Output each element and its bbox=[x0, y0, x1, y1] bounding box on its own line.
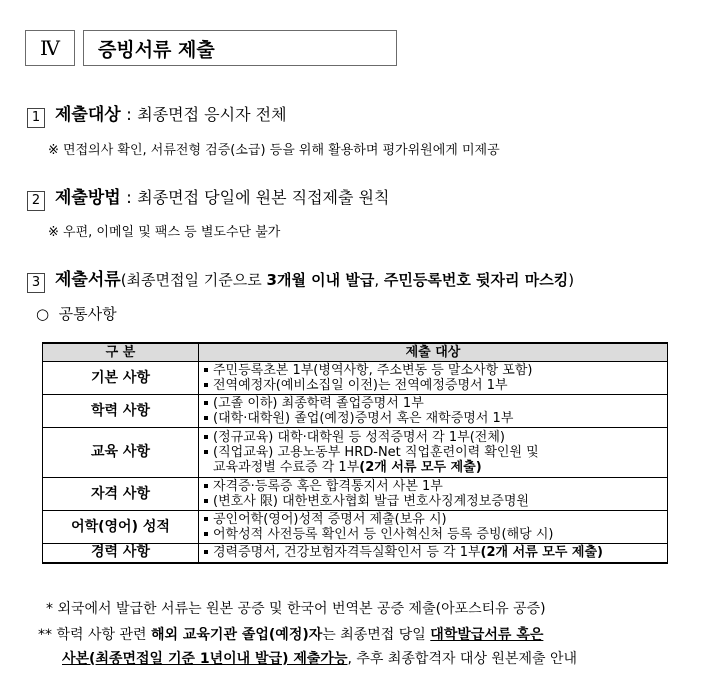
list-item bbox=[204, 411, 663, 426]
section-paren-close: ) bbox=[568, 271, 575, 289]
section-number-box bbox=[25, 30, 75, 66]
table-row bbox=[43, 428, 668, 478]
section-note: ※ 면접의사 확인, 서류전형 검증(소급) 등을 위해 활용하며 평가위원에게 미제공 bbox=[48, 143, 500, 158]
list-item-continuation bbox=[204, 460, 663, 475]
footnote-text: 는 최종면접 당일 bbox=[322, 627, 431, 643]
section-text: 최종면접 당일에 원본 직접제출 원칙 bbox=[137, 188, 390, 207]
row-items bbox=[199, 511, 668, 544]
bullet-square-icon bbox=[204, 416, 208, 420]
list-item bbox=[204, 494, 663, 509]
bullet-square-icon bbox=[204, 499, 208, 503]
footnote-text: , 추후 최종합격자 대상 원본제출 안내 bbox=[347, 651, 578, 667]
documents-table bbox=[42, 342, 668, 564]
table-row bbox=[43, 478, 668, 511]
table-row bbox=[43, 544, 668, 563]
item-bold-note: (2개 서류 모두 제출) bbox=[480, 545, 603, 561]
row-items bbox=[199, 395, 668, 428]
item-text: 교육과정별 수료증 각 1부 bbox=[213, 460, 360, 475]
item-text: (대학·대학원) 졸업(예정)증명서 혹은 재학증명서 1부 bbox=[213, 411, 514, 426]
footnote-1 bbox=[46, 598, 546, 618]
footnote-text: 외국에서 발급한 서류는 원본 공증 및 한국어 번역본 공증 제출(아포스티유 공증) bbox=[57, 601, 546, 617]
list-item bbox=[204, 378, 663, 393]
bullet-square-icon bbox=[204, 532, 208, 536]
item-text: 자격증·등록증 혹은 합격통지서 사본 1부 bbox=[213, 479, 443, 494]
table-row bbox=[43, 362, 668, 395]
row-category: 학력 사항 bbox=[43, 395, 199, 428]
section-number-3: 3 bbox=[27, 273, 45, 293]
footnote-bold-text: 해외 교육기관 졸업(예정)자 bbox=[150, 627, 323, 643]
section-submission-method bbox=[27, 183, 389, 210]
column-header-documents: 제출 대상 bbox=[199, 343, 668, 362]
section-number-1: 1 bbox=[27, 108, 45, 128]
list-item bbox=[204, 512, 663, 527]
bullet-square-icon bbox=[204, 450, 208, 454]
section-paren-open: (최종면접일 기준으로 bbox=[120, 271, 267, 289]
row-category: 기본 사항 bbox=[43, 362, 199, 395]
bullet-square-icon bbox=[204, 550, 208, 554]
footnote-2-line-2 bbox=[62, 648, 577, 668]
bullet-square-icon bbox=[204, 435, 208, 439]
page-title: 증빙서류 제출 bbox=[98, 38, 215, 61]
item-text: (정규교육) 대학·대학원 등 성적증명서 각 1부(전체) bbox=[213, 430, 505, 445]
section-comma: , bbox=[374, 271, 384, 289]
row-category: 교육 사항 bbox=[43, 428, 199, 478]
bullet-square-icon bbox=[204, 517, 208, 521]
item-text: 전역예정자(예비소집일 이전)는 전역예정증명서 1부 bbox=[213, 378, 508, 393]
footnote-2 bbox=[38, 624, 543, 644]
section-text: 최종면접 응시자 전체 bbox=[137, 105, 287, 124]
table-row bbox=[43, 395, 668, 428]
bullet-square-icon bbox=[204, 383, 208, 387]
list-item bbox=[204, 527, 663, 542]
bullet-square-icon bbox=[204, 401, 208, 405]
section-separator: : bbox=[120, 105, 138, 125]
section-label: 제출방법 bbox=[55, 188, 121, 208]
list-item bbox=[204, 396, 663, 411]
section-label: 제출대상 bbox=[55, 105, 121, 125]
section-number-2: 2 bbox=[27, 191, 45, 211]
row-category: 경력 사항 bbox=[43, 544, 199, 563]
row-category: 어학(영어) 성적 bbox=[43, 511, 199, 544]
row-category: 자격 사항 bbox=[43, 478, 199, 511]
bullet-square-icon bbox=[204, 368, 208, 372]
item-text: 주민등록초본 1부(병역사항, 주소변동 등 말소사항 포함) bbox=[213, 363, 533, 378]
section-submission-documents bbox=[27, 265, 574, 292]
footnote-marker: ** bbox=[38, 627, 57, 643]
section-note: ※ 우편, 이메일 및 팩스 등 별도수단 불가 bbox=[48, 225, 281, 240]
bullet-square-icon bbox=[204, 484, 208, 488]
row-items bbox=[199, 362, 668, 395]
page-title-box bbox=[83, 30, 397, 66]
item-text: 공인어학(영어)성적 증명서 제출(보유 시) bbox=[213, 512, 447, 527]
list-item bbox=[204, 363, 663, 378]
footnote-emphasis-text: 대학발급서류 혹은 bbox=[430, 627, 544, 643]
table-row bbox=[43, 511, 668, 544]
section-bold-issuance: 3개월 이내 발급 bbox=[266, 271, 375, 289]
row-items bbox=[199, 478, 668, 511]
footnote-emphasis-text: 사본(최종면접일 기준 1년이내 발급) 제출가능 bbox=[62, 651, 348, 667]
column-header-category: 구 분 bbox=[43, 343, 199, 362]
section-bold-masking: 주민등록번호 뒷자리 마스킹 bbox=[383, 271, 569, 289]
section-label: 제출서류 bbox=[55, 270, 121, 290]
list-item bbox=[204, 430, 663, 445]
footnote-text: 학력 사항 관련 bbox=[56, 627, 151, 643]
item-text: (변호사 限) 대한변호사협회 발급 변호사징계정보증명원 bbox=[213, 494, 529, 509]
item-text: (직업교육) 고용노동부 HRD-Net 직업훈련이력 확인원 및 bbox=[213, 445, 539, 460]
item-text: (고졸 이하) 최종학력 졸업증명서 1부 bbox=[213, 396, 424, 411]
common-items-heading: ○ 공통사항 bbox=[36, 305, 117, 323]
item-text: 경력증명서, 건강보험자격득실확인서 등 각 1부 bbox=[213, 545, 481, 561]
item-bold-note: (2개 서류 모두 제출) bbox=[359, 460, 482, 475]
section-roman-numeral: Ⅳ bbox=[40, 36, 60, 60]
list-item bbox=[204, 545, 663, 560]
row-items bbox=[199, 544, 668, 563]
section-submission-target bbox=[27, 100, 287, 127]
footnote-marker: * bbox=[46, 601, 58, 617]
item-text: 어학성적 사전등록 확인서 등 인사혁신처 등록 증빙(해당 시) bbox=[213, 527, 554, 542]
list-item bbox=[204, 445, 663, 460]
row-items bbox=[199, 428, 668, 478]
list-item bbox=[204, 479, 663, 494]
table-header-row bbox=[43, 343, 668, 362]
section-separator: : bbox=[120, 188, 138, 208]
